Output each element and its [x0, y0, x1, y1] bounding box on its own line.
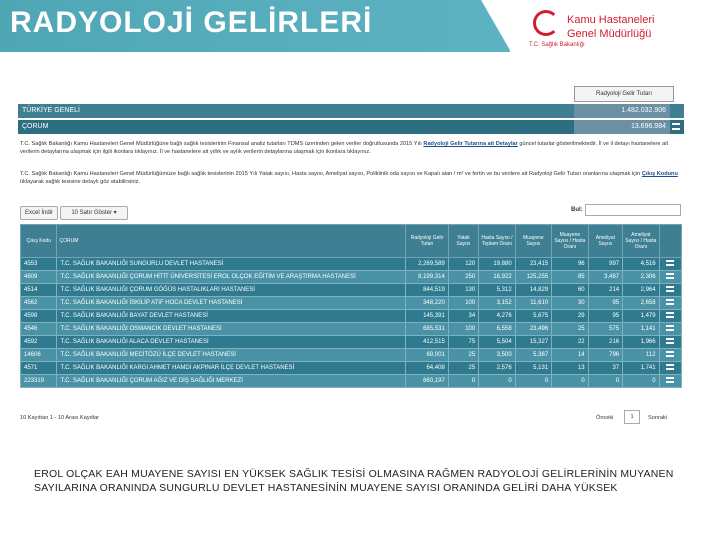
- summary-row-turkey: [18, 104, 684, 118]
- surgery-cell: 216: [588, 336, 622, 349]
- title-banner: [0, 0, 510, 52]
- list-icon[interactable]: [666, 286, 674, 292]
- list-icon[interactable]: [666, 364, 674, 370]
- action-cell: [659, 297, 681, 310]
- col-header-code[interactable]: Çıkış Kodu: [21, 225, 57, 258]
- patients-cell: 0: [479, 375, 515, 388]
- name-cell: T.C. SAĞLIK BAKANLIĞI SUNGURLU DEVLET HASTANESİ: [57, 258, 406, 271]
- code-cell[interactable]: 4598: [21, 310, 57, 323]
- patients-cell: 3,152: [479, 297, 515, 310]
- col-header-exam-ratio[interactable]: Muayene Sayısı / Hasta Oranı: [552, 225, 588, 258]
- current-page-button[interactable]: 1: [624, 410, 640, 424]
- exam-ratio-cell: 25: [552, 323, 588, 336]
- col-header-action: [659, 225, 681, 258]
- exams-cell: 23,496: [515, 323, 551, 336]
- table-row[interactable]: [21, 375, 682, 388]
- search-input[interactable]: [585, 204, 681, 216]
- top-bar: [0, 0, 720, 52]
- list-icon[interactable]: [666, 273, 674, 279]
- beds-cell: 100: [448, 297, 478, 310]
- summary-header: Radyoloji Gelir Tutarı: [574, 86, 674, 102]
- logo-line3: T.C. Sağlık Bakanlığı: [529, 42, 585, 48]
- code-cell[interactable]: 223319: [21, 375, 57, 388]
- banner-edge: [481, 0, 511, 52]
- surgery-cell: 37: [588, 362, 622, 375]
- surgery-ratio-cell: 1,741: [623, 362, 659, 375]
- description-text: T.C. Sağlık Bakanlığı Kamu Hastaneleri Genel Müdürlüğümüze bağlı sağlık tesislerinin 2015 Yılı Yatak sayısı, Hasta sayısı, Ameliyat sayısı, Poliklinik oda sayısı ve Kapalı alan / m² ve fertin ve bu verilere ait Radyoloji Gelir Tutarı oranlarına ulaşmak için: [20, 171, 641, 177]
- exams-cell: 5,387: [515, 349, 551, 362]
- surgery-ratio-cell: 2,964: [623, 284, 659, 297]
- table-row[interactable]: [21, 310, 682, 323]
- patients-cell: 2,576: [479, 362, 515, 375]
- beds-cell: 25: [448, 349, 478, 362]
- surgery-ratio-cell: 2,658: [623, 297, 659, 310]
- col-header-patients[interactable]: Hasta Sayısı / Toplam Oranı: [479, 225, 515, 258]
- exams-cell: 11,610: [515, 297, 551, 310]
- name-cell: T.C. SAĞLIK BAKANLIĞI KARGI AHMET HAMDİ AKPINAR İLÇE DEVLET HASTANESİ: [57, 362, 406, 375]
- income-cell: 2,269,589: [406, 258, 449, 271]
- table-row[interactable]: [21, 284, 682, 297]
- surgery-cell: 214: [588, 284, 622, 297]
- surgery-cell: 997: [588, 258, 622, 271]
- crescent-icon: [533, 10, 559, 36]
- surgery-ratio-cell: 2,306: [623, 271, 659, 284]
- income-cell: 64,408: [406, 362, 449, 375]
- summary-row-name: TÜRKİYE GENELİ: [22, 107, 80, 114]
- exams-cell: 23,415: [515, 258, 551, 271]
- name-cell: T.C. SAĞLIK BAKANLIĞI ÇORUM GÖĞÜS HASTALIKLARI HASTANESİ: [57, 284, 406, 297]
- rows-per-page-select[interactable]: 10 Satır Göster ▾: [60, 206, 128, 220]
- name-cell: T.C. SAĞLIK BAKANLIĞI İSKİLİP ATIF HOCA DEVLET HASTANESİ: [57, 297, 406, 310]
- surgery-ratio-cell: 1,966: [623, 336, 659, 349]
- summary-row-name: ÇORUM: [22, 123, 49, 130]
- logo-line2: Genel Müdürlüğü: [567, 28, 652, 40]
- patients-cell: 18,922: [479, 271, 515, 284]
- table-row[interactable]: [21, 362, 682, 375]
- exams-cell: 5,131: [515, 362, 551, 375]
- exam-ratio-cell: 22: [552, 336, 588, 349]
- prev-page-button[interactable]: Önceki: [596, 415, 614, 421]
- summary-row-value: 13.696.984: [574, 120, 670, 134]
- exams-cell: 15,327: [515, 336, 551, 349]
- list-icon[interactable]: [666, 338, 674, 344]
- beds-cell: 120: [448, 258, 478, 271]
- action-cell: [659, 258, 681, 271]
- beds-cell: 75: [448, 336, 478, 349]
- beds-cell: 130: [448, 284, 478, 297]
- description-text: güncel tutarlar gösterilmektedir. İl ve il detayı hastanelere ait verilerin detaylarına ulaşmak için ilgili ikonlara tıklayınız. İl ve hastanelere ait yıllık ve aylık verilerin detaylarına ulaşmak için ikonlara tıklayınız.: [20, 141, 668, 155]
- income-cell: 348,220: [406, 297, 449, 310]
- col-header-name[interactable]: ÇORUM: [57, 225, 406, 258]
- col-header-beds[interactable]: Yatak Sayısı: [448, 225, 478, 258]
- list-icon[interactable]: [666, 312, 674, 318]
- surgery-cell: 95: [588, 297, 622, 310]
- col-header-surgery[interactable]: Ameliyat Sayısı: [588, 225, 622, 258]
- action-cell: [659, 271, 681, 284]
- surgery-cell: 0: [588, 375, 622, 388]
- screenshot-panel: [18, 82, 684, 427]
- income-cell: 844,519: [406, 284, 449, 297]
- table-info: 10 Kayıttan 1 - 10 Arası Kayıtlar: [20, 415, 99, 421]
- list-icon[interactable]: [666, 299, 674, 305]
- action-cell: [659, 349, 681, 362]
- col-header-exams[interactable]: Muayene Sayısı: [515, 225, 551, 258]
- table-row[interactable]: [21, 258, 682, 271]
- action-cell: [659, 336, 681, 349]
- description-text: tıklayarak sağlık tesisine detaylı göz atabilirsiniz.: [20, 179, 141, 185]
- income-cell: 145,391: [406, 310, 449, 323]
- patients-cell: 5,312: [479, 284, 515, 297]
- name-cell: T.C. SAĞLIK BAKANLIĞI MECİTÖZÜ İLÇE DEVLET HASTANESİ: [57, 349, 406, 362]
- page-title: RADYOLOJİ GELİRLERİ: [10, 6, 373, 39]
- action-cell: [659, 362, 681, 375]
- list-icon[interactable]: [666, 325, 674, 331]
- exam-ratio-cell: 13: [552, 362, 588, 375]
- name-cell: T.C. SAĞLIK BAKANLIĞI ÇORUM AĞIZ VE DİŞ SAĞLIĞI MERKEZİ: [57, 375, 406, 388]
- action-cell: [659, 284, 681, 297]
- list-icon[interactable]: [666, 377, 674, 383]
- col-header-surgery-ratio[interactable]: Ameliyat Sayısı / Hasta Oranı: [623, 225, 659, 258]
- surgery-ratio-cell: 4,516: [623, 258, 659, 271]
- table-row[interactable]: [21, 349, 682, 362]
- name-cell: T.C. SAĞLIK BAKANLIĞI ALACA DEVLET HASTANESİ: [57, 336, 406, 349]
- excel-download-button[interactable]: Excel İndir: [20, 206, 58, 220]
- table-row[interactable]: [21, 271, 682, 284]
- exam-ratio-cell: 29: [552, 310, 588, 323]
- exams-cell: 125,255: [515, 271, 551, 284]
- summary-row-corum: [18, 120, 684, 134]
- list-icon[interactable]: [666, 351, 674, 357]
- surgery-ratio-cell: 1,141: [623, 323, 659, 336]
- income-cell: 412,515: [406, 336, 449, 349]
- beds-cell: 100: [448, 323, 478, 336]
- next-page-button[interactable]: Sonraki: [648, 415, 667, 421]
- table-row[interactable]: [21, 336, 682, 349]
- ministry-logo: [525, 4, 715, 50]
- beds-cell: 25: [448, 362, 478, 375]
- patients-cell: 4,276: [479, 310, 515, 323]
- summary-row-value: 1.482.032.906: [574, 104, 670, 118]
- exam-ratio-cell: 85: [552, 271, 588, 284]
- income-cell: 685,531: [406, 323, 449, 336]
- action-cell: [659, 375, 681, 388]
- name-cell: T.C. SAĞLIK BAKANLIĞI ÇORUM HİTİT ÜNİVERSİTESİ EROL OLÇOK EĞİTİM VE ARAŞTIRMA HASTANESİ: [57, 271, 406, 284]
- beds-cell: 34: [448, 310, 478, 323]
- search-label: Bul:: [571, 207, 583, 213]
- surgery-ratio-cell: 0: [623, 375, 659, 388]
- code-cell[interactable]: 4553: [21, 258, 57, 271]
- col-header-income[interactable]: Radyoloji Gelir Tutarı: [406, 225, 449, 258]
- name-cell: T.C. SAĞLIK BAKANLIĞI BAYAT DEVLET HASTANESİ: [57, 310, 406, 323]
- exit-code-link[interactable]: Çıkış Kodunu: [641, 171, 678, 177]
- list-icon[interactable]: [666, 260, 674, 266]
- logo-line1: Kamu Hastaneleri: [567, 14, 655, 26]
- name-cell: T.C. SAĞLIK BAKANLIĞI OSMANCIK DEVLET HASTANESİ: [57, 323, 406, 336]
- patients-cell: 19,880: [479, 258, 515, 271]
- exam-ratio-cell: 96: [552, 258, 588, 271]
- surgery-ratio-cell: 1,479: [623, 310, 659, 323]
- list-icon[interactable]: [672, 123, 680, 130]
- code-cell[interactable]: 4571: [21, 362, 57, 375]
- income-cell: 69,001: [406, 349, 449, 362]
- surgery-cell: 796: [588, 349, 622, 362]
- code-cell[interactable]: 4592: [21, 336, 57, 349]
- exam-ratio-cell: 0: [552, 375, 588, 388]
- patients-cell: 6,558: [479, 323, 515, 336]
- hospital-table: [20, 224, 682, 388]
- code-cell[interactable]: 4562: [21, 297, 57, 310]
- patients-cell: 3,500: [479, 349, 515, 362]
- patients-cell: 5,504: [479, 336, 515, 349]
- code-cell[interactable]: 4609: [21, 271, 57, 284]
- action-cell: [659, 323, 681, 336]
- surgery-cell: 3,487: [588, 271, 622, 284]
- table-header-row: [21, 225, 682, 258]
- surgery-cell: 95: [588, 310, 622, 323]
- description-text: T.C. Sağlık Bakanlığı Kamu Hastaneleri Genel Müdürlüğüne bağlı sağlık tesislerinin Finansal analiz tutarları TDMS üzerinden gelen veriler doğrultusunda 2015 Yılı: [20, 141, 422, 147]
- exams-cell: 14,829: [515, 284, 551, 297]
- exams-cell: 0: [515, 375, 551, 388]
- income-cell: 660,197: [406, 375, 449, 388]
- income-cell: 8,199,314: [406, 271, 449, 284]
- exam-ratio-cell: 60: [552, 284, 588, 297]
- details-link[interactable]: Radyoloji Gelir Tutarına ait Detaylar: [423, 141, 518, 147]
- code-cell[interactable]: 4546: [21, 323, 57, 336]
- exam-ratio-cell: 14: [552, 349, 588, 362]
- action-cell: [659, 310, 681, 323]
- beds-cell: 0: [448, 375, 478, 388]
- description-paragraph-2: [20, 170, 680, 186]
- code-cell[interactable]: 4514: [21, 284, 57, 297]
- surgery-ratio-cell: 112: [623, 349, 659, 362]
- slide-caption: EROL OLÇAK EAH MUAYENE SAYISI EN YÜKSEK SAĞLIK TESİSİ OLMASINA RAĞMEN RADYOLOJİ GELİRLERİNİN MUYANEN SAYILARINA ORANINDA SUNGURLU DEVLET HASTANESİNİN MUAYENE SAYISI ORANINDA GELİRİ DAHA YÜKSEK: [34, 468, 674, 494]
- surgery-cell: 575: [588, 323, 622, 336]
- table-row[interactable]: [21, 323, 682, 336]
- table-row[interactable]: [21, 297, 682, 310]
- exam-ratio-cell: 30: [552, 297, 588, 310]
- description-paragraph-1: [20, 140, 680, 156]
- exams-cell: 5,675: [515, 310, 551, 323]
- code-cell[interactable]: 14606: [21, 349, 57, 362]
- beds-cell: 250: [448, 271, 478, 284]
